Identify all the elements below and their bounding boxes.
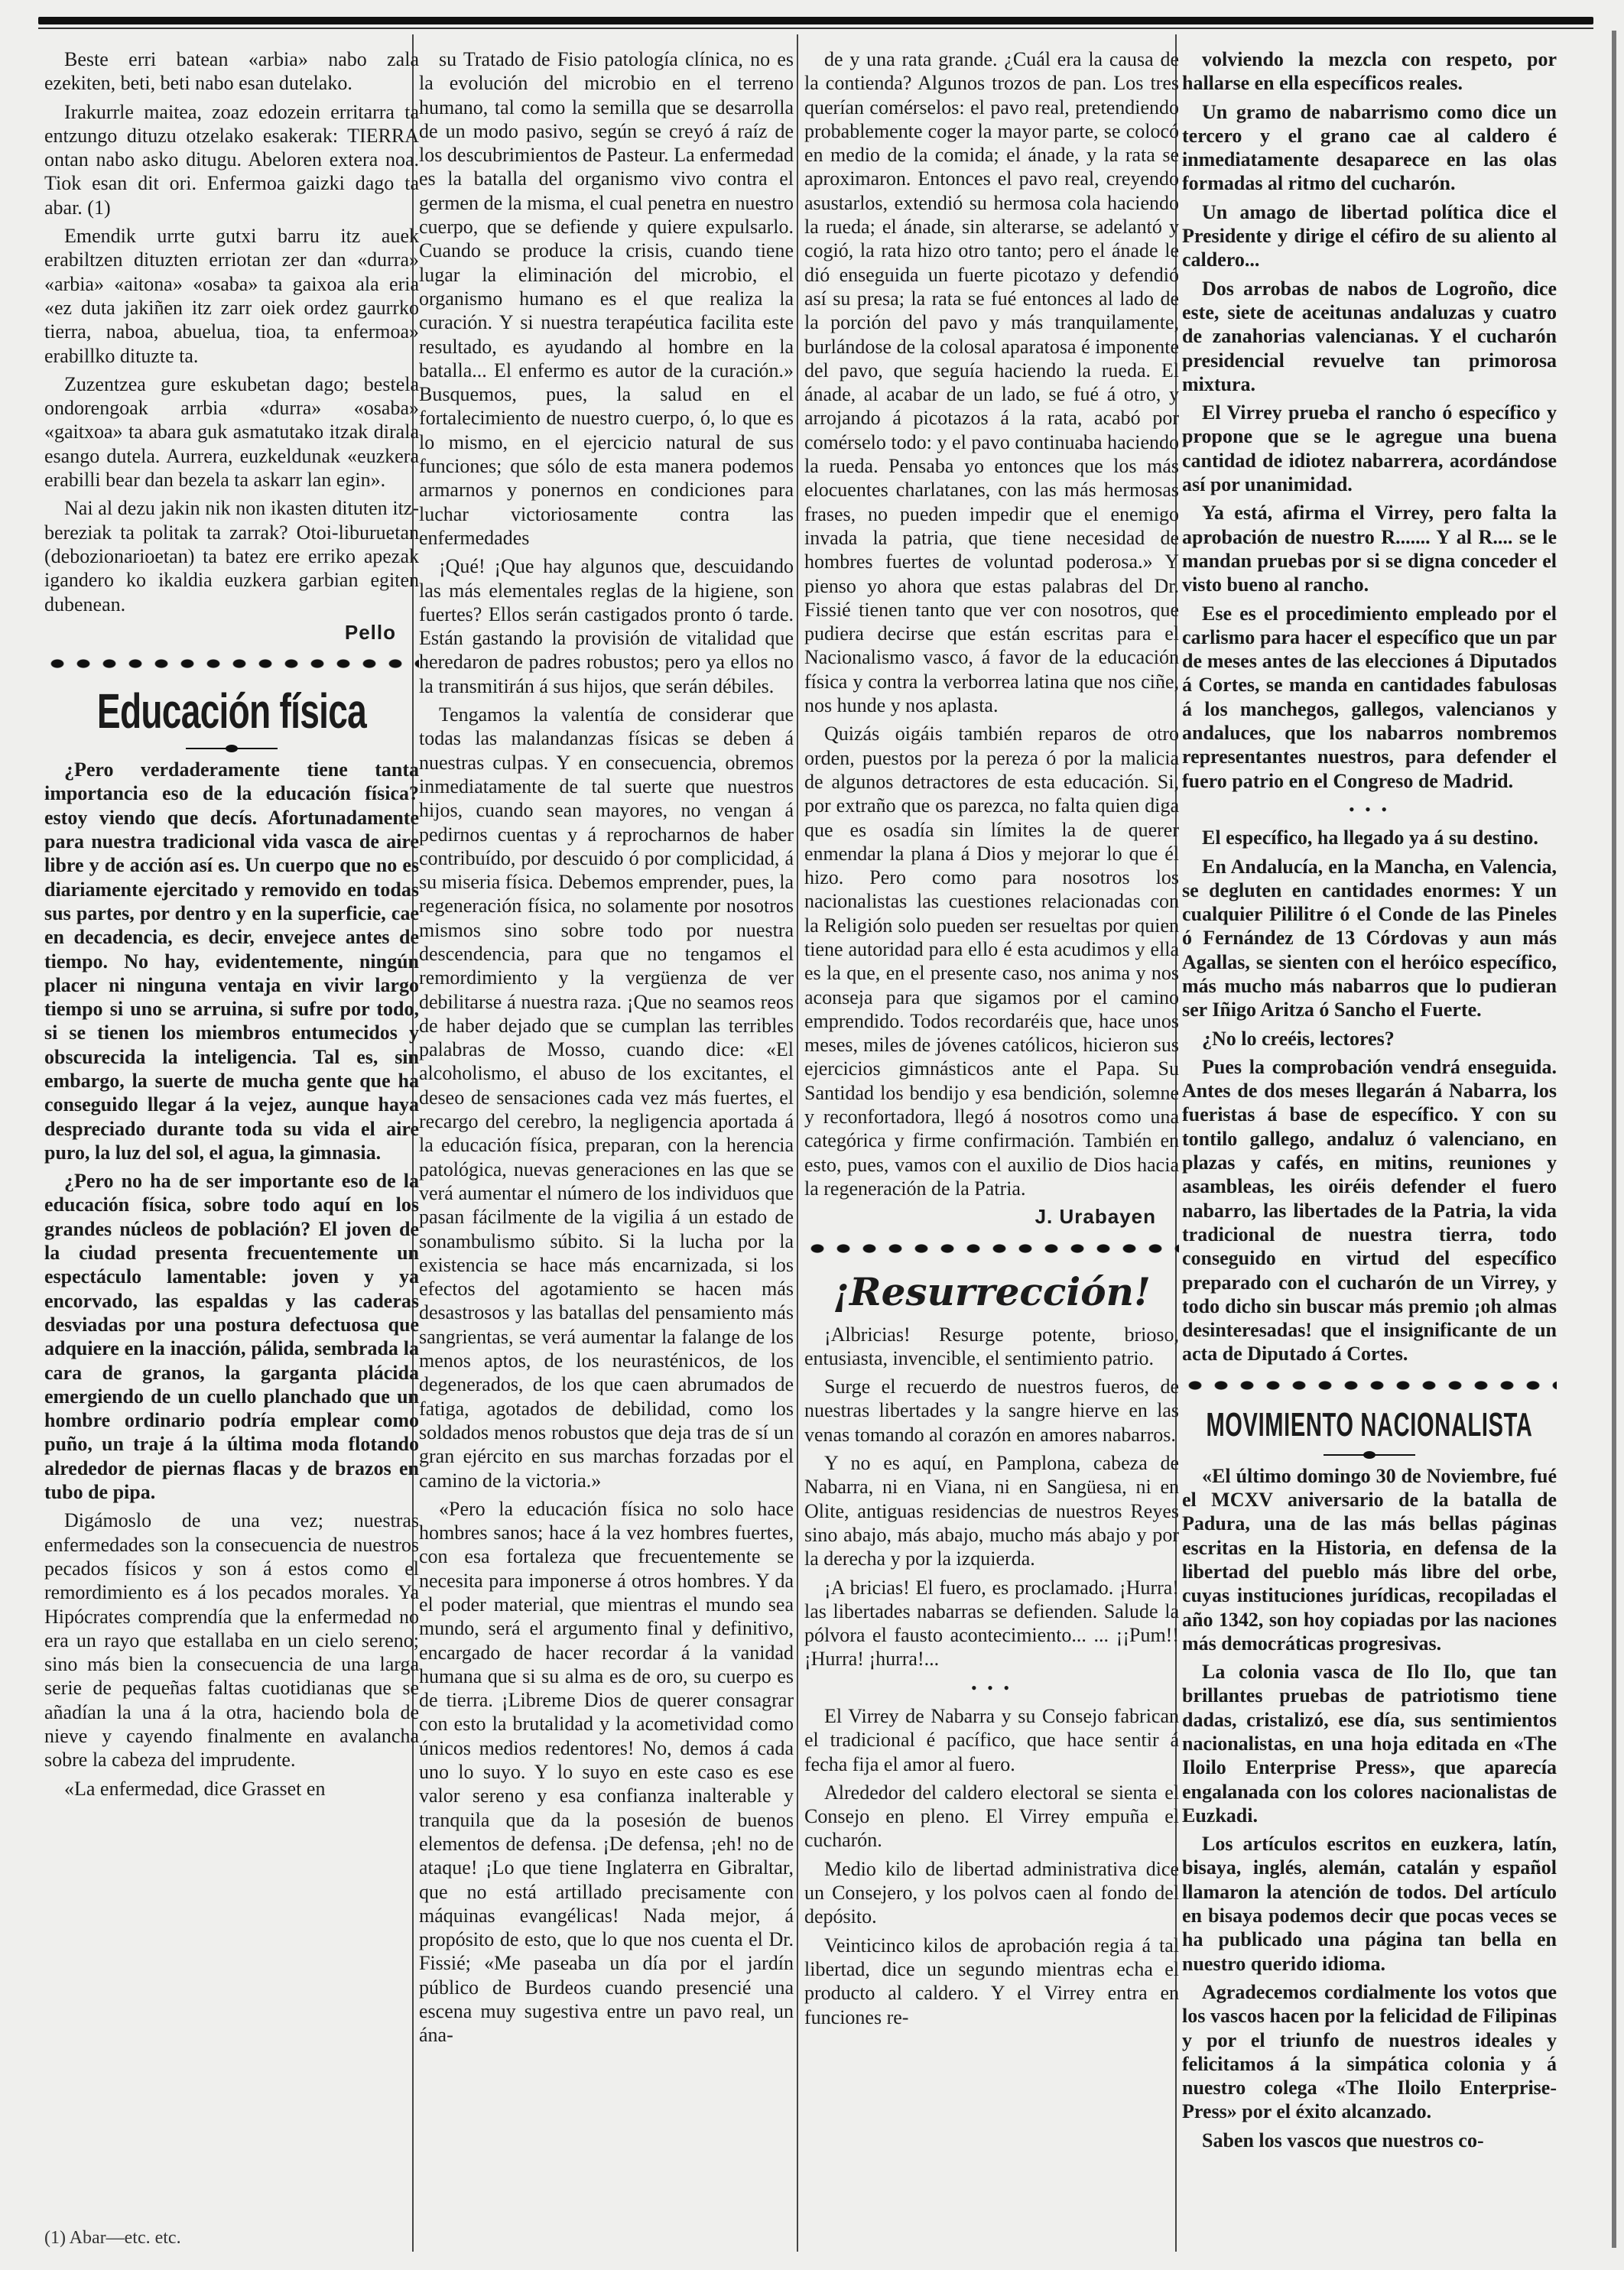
ornament-divider (44, 655, 419, 672)
paragraph: Los artículos escritos en euzkera, latín, bisaya, inglés, alemán, catalán y español llamaron la atención de todos. Del artículo en bisaya podemos decir que pocas veces se ha publicado una página tan bella en nuestro querido idioma. (1182, 1833, 1557, 1975)
column-2 (419, 47, 794, 2181)
paragraph: ¡A bricias! El fuero, es proclamado. ¡Hurra! las libertades nabarras se defienden. Salude la pólvora el fausto acontecimiento... ... ¡¡Pum!! ¡Hurra! ¡hurra!... (804, 1576, 1179, 1671)
paragraph: ¡Qué! ¡Que hay algunos que, descuidando las más elementales reglas de la higiene, son fuertes? Ellos serán castigados pronto ó tarde. Están gastando la provisión de vitalidad que heredaron de padres robustos; pero ya ellos no la transmitirán á sus hijos, que serán débiles. (419, 555, 794, 697)
ornament-divider (1182, 1377, 1557, 1394)
paragraph: En Andalucía, en la Mancha, en Valencia, se degluten en cantidades enormes: Y un cualquier Pililitre ó el Conde de las Pineles ó Fernández de 13 Córdovas y aun más Agallas, se sienten con el heróico específico, más mucho más nabarros que lo pudieran ser Iñigo Aritza ó Sancho el Fuerte. (1182, 855, 1557, 1021)
page-top-rule (38, 17, 1593, 24)
section-stars: • • • (1348, 799, 1391, 819)
article-signature: Pello (344, 620, 396, 644)
paragraph: «El último domingo 30 de Noviembre, fué el MCXV aniversario de la batalla de Padura, una de las más bellas páginas escritas en la Historia, en defensa de la libertad del pueblo más libre del orbe, cuyas instituciones jurídicas, recopiladas el año 1342, son hoy copiadas por las naciones más democráticas progresivas. (1182, 1464, 1557, 1655)
paragraph: ¿Pero no ha de ser importante eso de la educación física, sobre todo aquí en los grandes núcleos de población? El joven de la ciudad presenta frecuentemente un espectáculo lamentable: joven y ya encorvado, las espaldas y las caderas desviadas por una postura defectuosa que adquiere en la inacción, pálida, sembrada la cara de granos, la garganta plácida emergiendo de un cuello planchado que un hombre ordinario podría emplear como puño, un traje á la última moda flotando alrededor de piernas flacas y de brazos en tubo de pipa. (44, 1170, 419, 1504)
paragraph: Irakurrle maitea, zoaz edozein erritarra ta entzungo dituzu otzelako esakerak: TIERRA ontan nabo asko ditugu. Abeloren extera noa. Tiok esan dit ori. Enfermoa gaizki dago ta abar. (1) (44, 100, 419, 219)
paragraph: Quizás oigáis también reparos de otro orden, puestos por la pereza ó por la malicia de algunos detractores de esta educación. Si, por extraño que os parezca, no falta quien diga que es osadía sin límites la de querer enmendar la plana á Dios y mejorar lo que él hizo. Pero como para nosotros los nacionalistas las cuestiones relacionadas con la Religión solo pueden ser resueltas por quien tiene autoridad para ello é esta acudimos y ella es la que, en el presente caso, nos anima y nos aconseja para que sigamos por el camino emprendido. Todos recordaréis que, hace unos meses, miles de jóvenes católicos, hicieron sus ejercicios gimnásticos ante el Papa. Su Santidad los bendijo y esa bendición, solemne y reconfortadora, llegó á nosotros como una categórica y firme confirmación. También en esto, pues, vamos con el auxilio de Dios hacia la regeneración de la Patria. (804, 723, 1179, 1200)
paragraph: Digámoslo de una vez; nuestras enfermedades son la consecuencia de nuestros pecados físicos y son á estos como el remordimiento es á los pecados morales. Ya Hipócrates comprendía que la enfermedad no era un rayo que estallaba en un cielo sereno; sino más bien la consecuencia de una larga serie de pequeñas faltas cuotidianas que se añadían la una á la otra, haciendo bola de nieve y cayendo finalmente en avalancha sobre la cabeza del imprudente. (44, 1509, 419, 1772)
paragraph: su Tratado de Fisio patología clínica, no es la evolución del microbio en el terreno humano, tal como la semilla que se desarrolla de un modo pasivo, según se creyó á raíz de los descubrimientos de Pasteur. La enfermedad es la batalla del organismo vivo contra el germen de la misma, el cual penetra en nuestro cuerpo, que se defiende y quiere expulsarlo. Cuando se produce la crisis, cuando tiene lugar la eliminación del microbio, el organismo humano es el que realiza la curación. Y si nuestra terapéutica facilita este resultado, es ayudando al hombre en la batalla... El enfermo es autor de la curación.» Busquemos, pues, la salud en el fortalecimiento de nuestro cuerpo, ó, lo que es lo mismo, en el ejercicio natural de sus funciones; que sólo de esta manera podemos armarnos y ponernos en condiciones para luchar victoriosamente contra las enfermedades (419, 48, 794, 549)
article-title: ¡Resurrección! (833, 1268, 1151, 1314)
paragraph: Y no es aquí, en Pamplona, cabeza de Nabarra, ni en Viana, ni en Sangüesa, ni en Olite, antiguas residencias de nuestros Reyes sino abajo, más abajo, mucho más abajo y por la derecha y por la izquierda. (804, 1452, 1179, 1570)
paragraph: Zuzentzea gure eskubetan dago; bestela ondorengoak arrbia «durra» «osaba» «gaitxoa» ta abara guk asmatutako itzak dirala esango dutela. Aurrera, euzkeldunak «euzkera erabilli bear dan bezela ta askarr lan egin». (44, 372, 419, 492)
paragraph: Un gramo de nabarrismo como dice un tercero y el grano cae al caldero é inmediatamente desaparece en las olas formadas al ritmo del cucharón. (1182, 100, 1557, 195)
paragraph: Saben los vascos que nuestros co- (1202, 2129, 1484, 2151)
paragraph: Un amago de libertad política dice el Presidente y dirige el céfiro de su aliento al caldero... (1182, 200, 1557, 271)
paragraph: El Virrey de Nabarra y su Consejo fabrican el tradicional é pacífico, que hace sentir á fecha fija el amor al fuero. (804, 1705, 1179, 1775)
paragraph: Beste erri batean «arbia» nabo zala ezekiten, beti, beti nabo esan dutelako. (44, 48, 419, 95)
column-1 (44, 47, 419, 2234)
paragraph: Tengamos la valentía de considerar que todas las malandanzas físicas se deben á nuestras culpas. Y en consecuencia, obremos inmediatamente de tal suerte que nuestros hijos, cuando sean mayores, no vengan á pedirnos cuentas y á reprocharnos de haber contribuído, por descuido ó por complicidad, á su miseria física. Debemos emprender, pues, la regeneración física, no solamente por nosotros mismos sino sobre todo por nuestra descendencia, para que no tengamos el remordimiento y la vergüenza de ver debilitarse á nuestra raza. ¡Que no seamos reos de haber dejado que se cumplan las terribles palabras de Mosso, cuando dice: «El alcoholismo, el abuso de los excitantes, el deseo de sensaciones cada vez más fuertes, el recargo del cerebro, la negligencia aportada á la educación física, preparan, con la herencia patológica, nuevas generaciones en las que se verá aumentar el número de los individuos que pasan fácilmente de la vigilia á un estado de sonambulismo súbito. Si la lucha por la existencia se hace más encarnizada, si los efectos del agotamiento se hacen más desastrosos y las batallas del pensamiento más sangrientas, se verá aumentar la falange de los menos aptos, de los neurasténicos, de los degenerados, de los que caen abrumados de fatiga, agotados de debilidad, como los soldados menos robustos que deja tras de sí un gran ejército en sus marchas forzadas por el camino de la victoria.» (419, 703, 794, 1492)
paragraph: volviendo la mezcla con respeto, por hallarse en ella específicos reales. (1182, 48, 1557, 95)
paragraph: de y una rata grande. ¿Cuál era la causa de la contienda? Algunos trozos de pan. Los tres querían comérselos: el pavo real, pretendiendo probablemente coger la mayor parte, se colocó en medio de la comida; el ánade, y la rata se aproximaron. Entonces el pavo real, creyendo asustarlos, extendió su hermosa cola haciendo la rueda; el ánade, sin alterarse, se adelantó y cogió, la rata hizo otro tanto; pero el ánade le dió enseguida un fuerte picotazo y defendió así su presa; la rata se fué entonces al lado de la porción del pavo y más tranquilamente, burlándose de la colosal aparatosa é imponente del pavo, que seguía haciendo la rueda. El ánade, al acabar de un lado, se fué á otro, y arrojando á picotazos á la rata, acabó por comérselo todo: y el pavo continuaba haciendo la rueda. Pensaba yo entonces que los más elocuentes charlatanes, con las más hermosas frases, no pueden impedir que el enemigo invada la patria, que tiene necesidad de hombres fuertes de voluntad poderosa.» Y pienso yo ahora que estas palabras del Dr. Fissié tienen tanto que ver con nosotros, que pudiera decirse que están escritas para el Nacionalismo vasco, á favor de la educación física y contra la verborrea latina que nos ciñe, nos hunde y nos aplasta. (804, 48, 1179, 717)
column-4 (1182, 47, 1557, 2234)
paragraph: Ya está, afirma el Virrey, pero falta la aprobación de nuestro R....... Y al R.... se le mandan pruebas por si se digna conceder el visto bueno al rancho. (1182, 502, 1557, 596)
column-divider (797, 34, 798, 2252)
paragraph: Agradecemos cordialmente los votos que los vascos hacen por la felicidad de Filipinas y por el triunfo de nuestros ideales y felicitamos á la simpática colonia y á nuestro colega «The Iloilo Enterprise-Press» por el éxito alcanzado. (1182, 1980, 1557, 2123)
paragraph: «La enfermedad, dice Grasset en (64, 1777, 326, 1800)
paragraph: El Virrey prueba el rancho ó específico y propone que se le agregue una buena cantidad de idiotez nabarrera, acordándose así por unanimidad. (1182, 401, 1557, 496)
paragraph: ¡Albricias! Resurge potente, brioso, entusiasta, invencible, el sentimiento patrio. (804, 1323, 1179, 1369)
paragraph: Veinticinco kilos de aprobación regia á tal libertad, dice un segundo mientras echa el producto al caldero. Y el Virrey entra en funciones re- (804, 1934, 1179, 2028)
ornament-divider (804, 1240, 1179, 1257)
paragraph: Medio kilo de libertad administrativa dice un Consejero, y los polvos caen al fondo del depósito. (804, 1857, 1179, 1928)
paragraph: Surge el recuerdo de nuestros fueros, de nuestras libertades y la sangre hierve en las venas tomando al corazón en amores nabarros. (804, 1375, 1179, 1446)
footnote: (1) Abar—etc. etc. (44, 2228, 181, 2248)
paragraph: La colonia vasca de Ilo Ilo, que tan brillantes pruebas de patriotismo tiene dadas, cristalizó, ese día, sus sentimientos nacionalistas, en una hoja editada en «The Iloilo Enterprise Press», que aparecía engalanada con los colores nacionalistas de Euzkadi. (1182, 1661, 1557, 1827)
article-signature: J. Urabayen (1034, 1205, 1156, 1229)
paragraph: «Pero la educación física no solo hace hombres sanos; hace á la vez hombres fuertes, con esa fortaleza que frecuentemente se necesita para imponerse á otros hombres. Y da el poder material, que mientras el mundo sea mundo, será el argumento final y definitivo, encargado de hacer recordar á la vanidad humana que si su alma es de oro, su cuerpo es de tierra. ¡Libreme Dios de querer consagrar con esto la brutalidad y la acometividad como únicos medios redentores! No, demos á cada uno lo suyo. Y lo suyo en este caso es ese valor sereno y esa confianza inalterable y tranquila que da la posesión de buenos elementos de defensa. ¡De defensa, ¡eh! no de ataque! ¡Lo que tiene Inglaterra en Gibraltar, que no está artillado precisamente con máquinas evangélicas! Nada mejor, á propósito de esto, que lo que nos cuenta el Dr. Fissié; «Me paseaba un día por el jardín público de Burdeos cuando presencié una escena muy sugestiva entre un pavo real, un ána- (419, 1497, 794, 2047)
paragraph: Emendik urrte gutxi barru itz auek erabiltzen dituzten erriotan zer dan «durra» «arbia» «aitona» «osaba» ta gaixoa ala eria «ez duta jakiñen itz zarr oiek ordez gaurrko tierra, naboa, abuelua, tioa, ta enfermoa» erabillko dituzte ta. (44, 225, 419, 367)
article-title: Educación física (96, 684, 367, 739)
paragraph: ¿Pero verdaderamente tiene tanta importancia eso de la educación física? estoy viendo que decís. Afortunadamente para nuestra tradicional vida vasca de aire libre y de acción así es. Un cuerpo que no es diariamente ejercitado y removido en todas sus partes, por dentro y en la superficie, cae en decadencia, es decir, envejece antes de tiempo. No hay, evidentemente, ningún placer ni ninguna ventaja en vivir largo tiempo si uno se arruina, si sufre por todo, si se tienen los miembros entumecidos y obscurecida la inteligencia. Tal es, sin embargo, la suerte de mucha gente que ha conseguido llegar á la vejez, aunque haya despreciado durante toda su vida el aire puro, la luz del sol, el agua, la gimnasia. (44, 758, 419, 1164)
article-title: MOVIMIENTO NACIONALISTA (1206, 1405, 1533, 1444)
title-ornament (186, 745, 278, 752)
paragraph: ¿No lo creéis, lectores? (1202, 1027, 1395, 1050)
title-ornament (1324, 1452, 1415, 1458)
paragraph: Alrededor del caldero electoral se sienta el Consejo en pleno. El Virrey empuña el cucharón. (804, 1781, 1179, 1852)
column-3 (804, 47, 1179, 2234)
section-stars: • • • (970, 1677, 1013, 1697)
paragraph: Nai al dezu jakin nik non ikasten dituten itz-bereziak ta politak ta zarrak? Otoi-liburuetan (debozionarioetan) ta batez ere erriko apezak igandero ko ikaldia euzkera garbian egiten dubenean. (44, 497, 419, 615)
paragraph: El específico, ha llegado ya á su destino. (1202, 826, 1538, 849)
paragraph: Dos arrobas de nabos de Logroño, dice este, siete de aceitunas andaluzas y cuatro de zanahorias valencianas. Y el cucharón presidencial revuelve tan primorosa mixtura. (1182, 277, 1557, 395)
page-edge-shadow (1612, 31, 1616, 2248)
paragraph: Ese es el procedimiento empleado por el carlismo para hacer el específico que un par de meses antes de las elecciones á Diputados á Cortes, se manda en cantidades fabulosas á los manchegos, gallegos, valencianos y andaluces, que los nabarros nombremos representantes nuestros, para defender el fuero patrio en el Congreso de Madrid. (1182, 602, 1557, 792)
paragraph: Pues la comprobación vendrá enseguida. Antes de dos meses llegarán á Nabarra, los fueristas á base de específico. Y con su tontilo gallego, andaluz ó valenciano, en plazas y cafés, en mitins, reuniones y asambleas, les oiréis defender el fuero nabarro, las libertades de la Patria, la vida tradicional de nuestra tierra, todo conseguido en virtud del específico preparado con el cucharón de un Virrey, y todo dicho sin buscar más premio ¡oh almas desinteresadas! que el insignificante de un acta de Diputado á Cortes. (1182, 1055, 1557, 1366)
